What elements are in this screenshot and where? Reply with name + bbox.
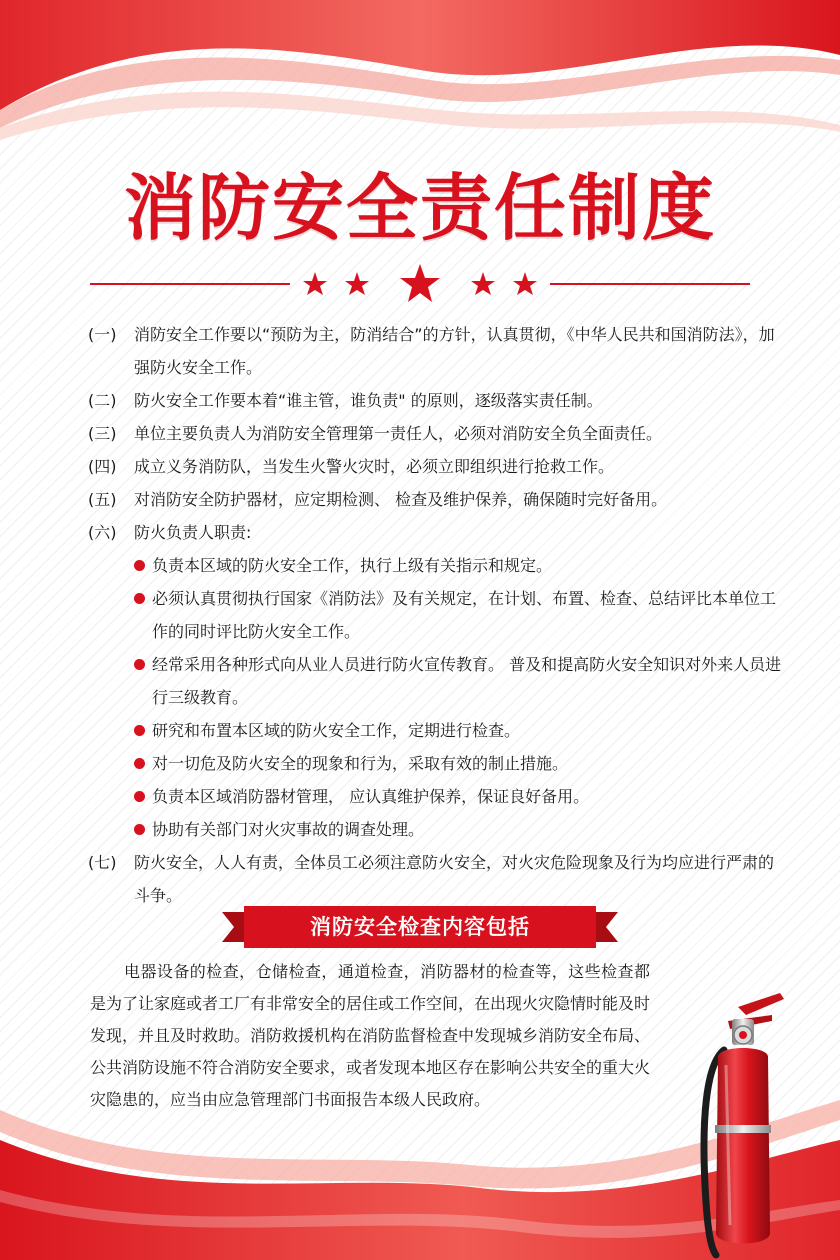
top-wave-decoration: [0, 0, 840, 170]
rule-item: [88, 318, 788, 384]
bullet-dot-icon: [134, 560, 145, 571]
rule-text: 防火安全，人人有责，全体员工必须注意防火安全，对火灾危险现象及行为均应进行严肃的斗争。: [134, 853, 775, 905]
duty-item: [134, 582, 788, 648]
divider-line-right: [550, 283, 750, 285]
rule-item: [88, 846, 788, 912]
rule-number: (三): [88, 424, 117, 443]
duty-text: 必须认真贯彻执行国家《消防法》及有关规定，在计划、布置、检查、总结评比本单位工作的同时评比防火安全工作。: [152, 589, 777, 641]
duty-item: [134, 747, 788, 780]
duty-item: [134, 813, 788, 846]
rule-number: (五): [88, 490, 117, 509]
rule-text: 防火安全工作要本着“谁主管，谁负责" 的原则，逐级落实责任制。: [134, 391, 603, 410]
star-icon: [513, 272, 537, 295]
star-icon: [471, 272, 495, 295]
rule-item: [88, 417, 788, 450]
bullet-dot-icon: [134, 593, 145, 604]
duty-text: 协助有关部门对火灾事故的调查处理。: [152, 820, 425, 839]
rule-item: [88, 450, 788, 483]
rule-item: [88, 483, 788, 516]
bullet-dot-icon: [134, 725, 145, 736]
rule-item: [88, 516, 788, 549]
duty-item: [134, 648, 788, 714]
star-icon: [303, 272, 327, 295]
rule-text: 对消防安全防护器材，应定期检测、 检查及维护保养，确保随时完好备用。: [134, 490, 668, 509]
divider-line-left: [90, 283, 290, 285]
rule-number: (七): [88, 853, 117, 872]
rule-item: [88, 384, 788, 417]
rule-text: 成立义务消防队，当发生火警火灾时，必须立即组织进行抢救工作。: [134, 457, 615, 476]
stars-row: [295, 262, 545, 308]
rule-text: 防火负责人职责:: [134, 523, 252, 542]
rule-text: 单位主要负责人为消防安全管理第一责任人，必须对消防安全负全面责任。: [134, 424, 663, 443]
page-title: 消防安全责任制度: [123, 166, 716, 250]
rule-number: (二): [88, 391, 117, 410]
rule-text: 消防安全工作要以“预防为主，防消结合”的方针，认真贯彻，《中华人民共和国消防法》，加强防火安全工作。: [134, 325, 775, 377]
banner-title: 消防安全检查内容包括: [310, 915, 530, 939]
star-icon: [345, 272, 369, 295]
bullet-dot-icon: [134, 758, 145, 769]
duty-item: [134, 780, 788, 813]
inspection-banner: [222, 906, 618, 948]
duty-item: [134, 714, 788, 747]
star-icon: [400, 264, 440, 302]
duty-text: 研究和布置本区域的防火安全工作，定期进行检查。: [152, 721, 521, 740]
duty-text: 经常采用各种形式向从业人员进行防火宣传教育。 普及和提高防火安全知识对外来人员进行三级教育。: [152, 655, 782, 707]
rule-number: (六): [88, 523, 117, 542]
duty-text: 对一切危及防火安全的现象和行为，采取有效的制止措施。: [152, 754, 569, 773]
title-divider: [90, 262, 750, 308]
fire-extinguisher-icon: [680, 985, 830, 1260]
duty-text: 负责本区域的防火安全工作，执行上级有关指示和规定。: [152, 556, 553, 575]
bullet-dot-icon: [134, 791, 145, 802]
bullet-dot-icon: [134, 659, 145, 670]
duty-item: [134, 549, 788, 582]
rule-number: (一): [88, 325, 117, 344]
bullet-dot-icon: [134, 824, 145, 835]
inspection-paragraph: 电器设备的检查，仓储检查，通道检查，消防器材的检查等，这些检查都是为了让家庭或者工厂有非常安全的居住或工作空间，在出现火灾隐情时能及时发现，并且及时救助。消防救援机构在消防监督检查中发现城乡消防安全布局、公共消防设施不符合消防安全要求，或者发现本地区存在影响公共安全的重大火灾隐患的，应当由应急管理部门书面报告本级人民政府。: [90, 962, 651, 1109]
rule-number: (四): [88, 457, 117, 476]
rules-list: [88, 318, 788, 912]
duty-text: 负责本区域消防器材管理， 应认真维护保养，保证良好备用。: [152, 787, 590, 806]
